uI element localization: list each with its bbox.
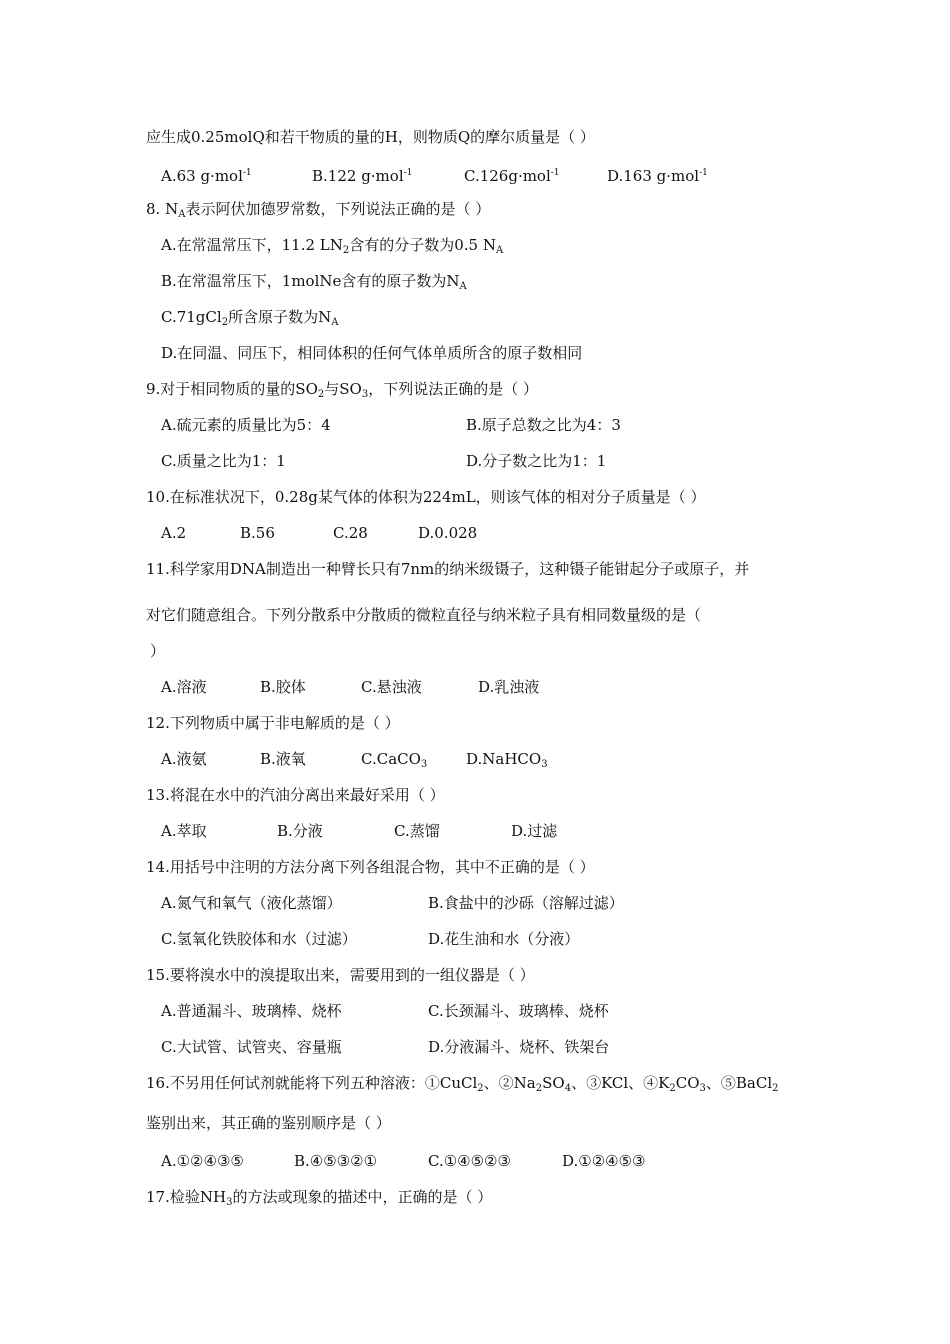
q16-option-c: C.①④⑤②③ <box>428 1152 511 1170</box>
q9-option-b: B.原子总数之比为4：3 <box>466 416 621 434</box>
q12-option-d: D.NaHCO$_3$ <box>466 750 548 770</box>
q14-stem: 14.用括号中注明的方法分离下列各组混合物，其中不正确的是（ ） <box>146 858 595 876</box>
q15-option-c-first: C.长颈漏斗、玻璃棒、烧杯 <box>428 1002 609 1020</box>
q11-stem-line1: 11.科学家用DNA制造出一种臂长只有7nm的纳米级镊子，这种镊子能钳起分子或原子，并 <box>146 560 750 578</box>
q14-option-c: C.氢氧化铁胶体和水（过滤） <box>161 930 357 948</box>
q16-option-a: A.①②④③⑤ <box>161 1152 244 1170</box>
q10-option-b: B.56 <box>240 524 275 542</box>
q11-option-d: D.乳浊液 <box>478 678 540 696</box>
q7-option-c: C.126g·mol$^{-1}$ <box>464 167 560 185</box>
q8-option-d: D.在同温、同压下，相同体积的任何气体单质所含的原子数相同 <box>161 344 583 362</box>
q8-option-b: B.在常温常压下，1molNe含有的原子数为$N_A$ <box>161 272 467 292</box>
q8-option-a: A.在常温常压下，11.2 $LN_2$含有的分子数为0.5 $N_A$ <box>161 236 504 256</box>
q13-option-c: C.蒸馏 <box>394 822 440 840</box>
q11-option-a: A.溶液 <box>161 678 207 696</box>
q16-option-b: B.④⑤③②① <box>294 1152 378 1170</box>
q11-option-b: B.胶体 <box>260 678 306 696</box>
q10-option-d: D.0.028 <box>418 524 478 542</box>
q7-stem: 应生成0.25molQ和若干物质的量的H，则物质Q的摩尔质量是（ ） <box>146 128 595 146</box>
q15-option-c-second: C.大试管、试管夹、容量瓶 <box>161 1038 342 1056</box>
q17-stem: 17.检验$NH_3$的方法或现象的描述中，正确的是（ ） <box>146 1188 493 1208</box>
q9-stem: 9.对于相同物质的量的$SO_2$与$SO_3$，下列说法正确的是（ ） <box>146 380 538 400</box>
q12-stem: 12.下列物质中属于非电解质的是（ ） <box>146 714 400 732</box>
q10-stem: 10.在标准状况下，0.28g某气体的体积为224mL，则该气体的相对分子质量是（ ） <box>146 488 706 506</box>
q10-option-c: C.28 <box>333 524 368 542</box>
q14-option-b: B.食盐中的沙砾（溶解过滤） <box>428 894 624 912</box>
q9-option-a: A.硫元素的质量比为5：4 <box>161 416 331 434</box>
q11-stem-line3: ） <box>150 642 166 660</box>
q10-option-a: A.2 <box>161 524 187 542</box>
q8-option-c: C.71gCl$_2$所含原子数为$N_A$ <box>161 308 339 328</box>
q14-option-d: D.花生油和水（分液） <box>428 930 580 948</box>
q15-option-a: A.普通漏斗、玻璃棒、烧杯 <box>161 1002 342 1020</box>
q9-option-c: C.质量之比为1：1 <box>161 452 286 470</box>
q7-option-b: B.122 g·mol$^{-1}$ <box>312 167 413 185</box>
q13-option-a: A.萃取 <box>161 822 207 840</box>
q7-option-d: D.163 g·mol$^{-1}$ <box>607 167 708 185</box>
q16-stem-line2: 鉴别出来，其正确的鉴别顺序是（ ） <box>146 1114 391 1132</box>
q14-option-a: A.氮气和氧气（液化蒸馏） <box>161 894 342 912</box>
q11-option-c: C.悬浊液 <box>361 678 422 696</box>
q7-option-a: A.63 g·mol$^{-1}$ <box>161 167 252 185</box>
q13-option-b: B.分液 <box>277 822 323 840</box>
q13-option-d: D.过滤 <box>511 822 558 840</box>
q12-option-a: A.液氨 <box>161 750 207 768</box>
q16-option-d: D.①②④⑤③ <box>562 1152 646 1170</box>
q16-stem-line1: 16.不另用任何试剂就能将下列五种溶液：①CuCl$_2$、$②Na_2SO_4$、③KCl、$④K_2CO_3$、⑤BaCl$_2$ <box>146 1074 779 1094</box>
q15-stem: 15.要将溴水中的溴提取出来，需要用到的一组仪器是（ ） <box>146 966 535 984</box>
q12-option-b: B.液氧 <box>260 750 306 768</box>
q13-stem: 13.将混在水中的汽油分离出来最好采用（ ） <box>146 786 445 804</box>
q9-option-d: D.分子数之比为1：1 <box>466 452 607 470</box>
q12-option-c: C.CaCO$_3$ <box>361 750 428 770</box>
q11-stem-line2: 对它们随意组合。下列分散系中分散质的微粒直径与纳米粒子具有相同数量级的是（ <box>146 606 702 624</box>
q8-stem: 8. $N_A$表示阿伏加德罗常数，下列说法正确的是（ ） <box>146 200 491 220</box>
q15-option-d: D.分液漏斗、烧杯、铁架台 <box>428 1038 610 1056</box>
